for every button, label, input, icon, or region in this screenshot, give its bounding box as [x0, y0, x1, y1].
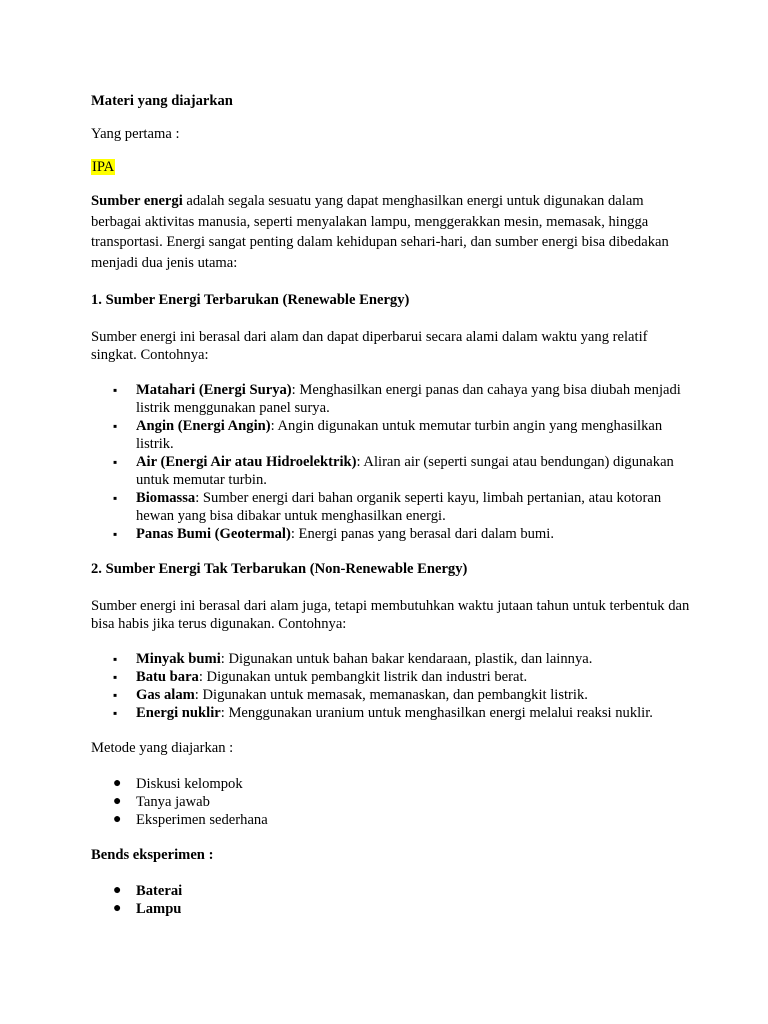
- section1-intro: Sumber energi ini berasal dari alam dan dapat diperbarui secara alami dalam waktu yang relatif singkat. Contohnya:: [91, 329, 648, 363]
- item-term: Energi nuklir: [136, 705, 221, 721]
- subject-line: [91, 158, 691, 177]
- bullet-icon: ●: [113, 776, 122, 791]
- list-item: [91, 381, 691, 417]
- list-item: [91, 525, 691, 543]
- item-text: : Menggunakan uranium untuk menghasilkan energi melalui reaksi nuklir.: [220, 705, 653, 721]
- first-label: Yang pertama :: [91, 126, 180, 142]
- method-text: Tanya jawab: [136, 794, 210, 810]
- bullet-icon: ▪: [113, 419, 118, 433]
- methods-list: [91, 775, 691, 829]
- intro-paragraph: [91, 191, 691, 273]
- list-item: [91, 900, 691, 918]
- item-term: Matahari (Energi Surya): [136, 382, 292, 398]
- item-term: Air (Energi Air atau Hidroelektrik): [136, 454, 357, 470]
- list-item: [91, 686, 691, 704]
- item-text: : Digunakan untuk memasak, memanaskan, dan pembangkit listrik.: [194, 687, 588, 703]
- section1-heading: 1. Sumber Energi Terbarukan (Renewable Energy): [91, 292, 410, 308]
- nonrenewable-list: [91, 650, 691, 722]
- bullet-icon: ●: [113, 883, 122, 898]
- section2-heading: 2. Sumber Energi Tak Terbarukan (Non-Renewable Energy): [91, 561, 468, 577]
- method-text: Diskusi kelompok: [136, 776, 243, 792]
- item-text: : Angin digunakan untuk memutar turbin angin yang menghasilkan listrik.: [136, 418, 663, 452]
- item-text: : Sumber energi dari bahan organik seperti kayu, limbah pertanian, atau kotoran hewan yang bisa dibakar untuk menghasilkan energi.: [136, 490, 662, 524]
- bullet-icon: ▪: [113, 455, 118, 469]
- methods-label: Metode yang diajarkan :: [91, 740, 234, 756]
- subject-highlight: IPA: [92, 159, 115, 175]
- intro-term: Sumber energi: [91, 193, 183, 209]
- item-text: : Energi panas yang berasal dari dalam bumi.: [290, 526, 554, 542]
- list-item: [91, 453, 691, 489]
- item-term: Angin (Energi Angin): [136, 418, 271, 434]
- bullet-icon: ▪: [113, 652, 118, 666]
- list-item: [91, 650, 691, 668]
- item-term: Biomassa: [136, 490, 196, 506]
- bullet-icon: ▪: [113, 491, 118, 505]
- item-term: Gas alam: [136, 687, 195, 703]
- list-item: [91, 668, 691, 686]
- item-text: : Digunakan untuk bahan bakar kendaraan, plastik, dan lainnya.: [220, 651, 593, 667]
- bullet-icon: ●: [113, 812, 122, 827]
- item-term: Minyak bumi: [136, 651, 221, 667]
- intro-text: adalah segala sesuatu yang dapat menghasilkan energi untuk digunakan dalam berbagai aktivitas manusia, seperti menyalakan lampu, menggerakkan mesin, memasak, hingga transportasi. Energi sangat penting dalam kehidupan sehari-hari, dan sumber energi bisa dibedakan menjadi dua jenis utama:: [91, 193, 669, 271]
- list-item: [91, 704, 691, 722]
- section2-intro: Sumber energi ini berasal dari alam juga, tetapi membutuhkan waktu jutaan tahun untuk terbentuk dan bisa habis jika terus digunakan. Contohnya:: [91, 598, 690, 632]
- item-term: Batu bara: [136, 669, 199, 685]
- tool-text: Baterai: [136, 883, 183, 899]
- item-text: : Menghasilkan energi panas dan cahaya yang bisa diubah menjadi listrik menggunakan panel surya.: [136, 382, 681, 416]
- tools-label: Bends eksperimen :: [91, 847, 214, 863]
- list-item: [91, 811, 691, 829]
- item-term: Panas Bumi (Geotermal): [136, 526, 291, 542]
- list-item: [91, 882, 691, 900]
- list-item: [91, 793, 691, 811]
- bullet-icon: ▪: [113, 706, 118, 720]
- bullet-icon: ▪: [113, 527, 118, 541]
- method-text: Eksperimen sederhana: [136, 812, 268, 828]
- item-text: : Aliran air (seperti sungai atau bendungan) digunakan untuk memutar turbin.: [136, 454, 674, 488]
- item-text: : Digunakan untuk pembangkit listrik dan industri berat.: [198, 669, 528, 685]
- list-item: [91, 775, 691, 793]
- bullet-icon: ▪: [113, 383, 118, 397]
- bullet-icon: ▪: [113, 688, 118, 702]
- tool-text: Lampu: [136, 901, 182, 917]
- bullet-icon: ▪: [113, 670, 118, 684]
- document-page: [91, 92, 691, 935]
- list-item: [91, 417, 691, 453]
- bullet-icon: ●: [113, 901, 122, 916]
- bullet-icon: ●: [113, 794, 122, 809]
- renewable-list: [91, 381, 691, 543]
- list-item: [91, 489, 691, 525]
- document-title: Materi yang diajarkan: [91, 93, 233, 109]
- tools-list: [91, 882, 691, 918]
